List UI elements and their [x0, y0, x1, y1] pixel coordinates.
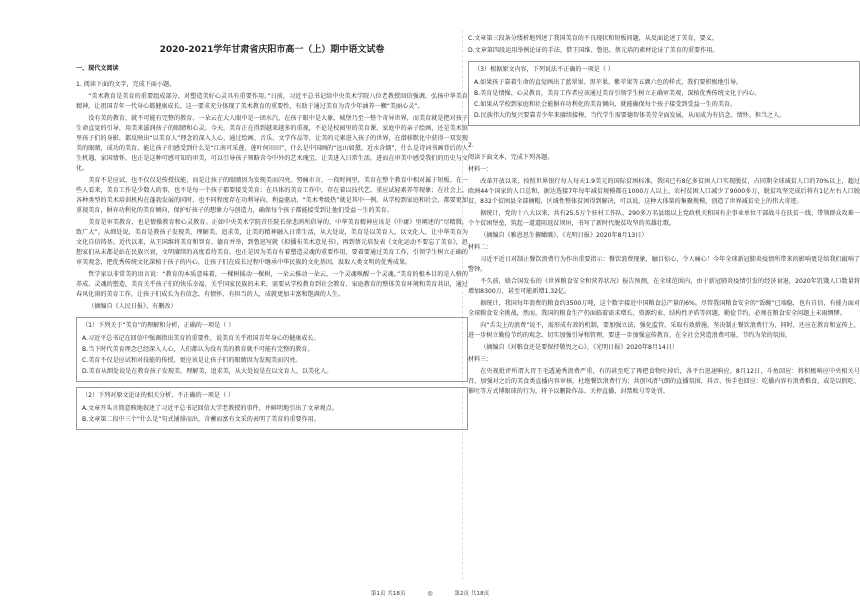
right-column: [468, 34, 860, 399]
question-option: B.文章第二段中三个“什么是”句式铺排而出，含蓄而富有文采的表明了美育的重要作用。: [82, 416, 320, 423]
question-option: D.美育从细处说是在教育孩子发现美、理解美、追求美，从大处说是在以文育人、以美化人。: [82, 368, 333, 375]
question-option: A.如果孩子靠着生命的直觉画出了蓝翠果、黑苹果、紫苹果等五颜六色的样式，我们要积极地引导。: [474, 79, 743, 86]
question-option: C.如果从学校到家庭和社会能摒弃功利化的美育倾向，就能确保每个孩子接受到受益一生的美育。: [474, 101, 737, 108]
exam-title: 2020-2021学年甘肃省庆阳市高一（上）期中语文试卷: [159, 45, 385, 55]
page-number-left: 第1页 共18页: [370, 591, 406, 597]
page-footer: [0, 590, 860, 598]
page-number-right: 第2页 共18页: [454, 591, 490, 597]
question-option: C.文章第三段条分缕析地列述了我国美育的不良现状和短板问题，从反面论述了美育，要义。: [468, 35, 718, 42]
question-option: A.文章开头言简意赅地叙述了习近平总书记回信大学老教授的事件，并鲜明地引出了文章观点。: [82, 405, 338, 412]
material-paragraph: 改革开放以来，按照世界银行每人每天1.9美元的国际贫困标准，我国已有8亿多贫困人口实现脱贫，占同期全球减贫人口的70%以上，超过欧洲44个国家的人口总和，据达选接7年每年减贫规模都在1000万人以上，农村贫困人口减少了9000多万，脱贫攻坚完成后将有1亿左右人口脱贫，832个贫困县全部摘帽，区域性整体贫困得到解决，可以说，这种大体量的集聚规模，创造了世界减贫史上的伟大奇迹。: [468, 178, 860, 205]
question-stem: （2）下列对原文论证的相关分析，不正确的一项是（ ）: [82, 392, 235, 399]
question-option: A.习近平总书记在回信中强调指出美育的重要性，说美育关乎祖国青年身心的健康成长。: [82, 335, 320, 342]
material-paragraph: 在央视批评所谓大胃王毛透通秀浪费严重，有的甚至吃了再把食物吐掉后，各平台迅速响应，8月12日，斗鱼回应：将积极响应中央相关号召，加强对之后的美食类直播内容审核，杜绝餐饮浪费行为；共创风清气朗的直播氛围，抖音、快手也回应：吃播内容有浪费粮食，或是以假吃、催吐等方式博眼球的行为，将予以删除作品、关停直播、封禁账号等处罚。: [468, 368, 860, 395]
question-intro: 阅读下面文本，完成下列各题。: [468, 154, 554, 161]
left-column: [76, 34, 468, 435]
question-stem: （1）下列关于“美育”的理解和分析，正确的一项是（ ）: [82, 322, 235, 329]
passage-paragraph: “美术教育是美育的重要组成部分，对塑造美好心灵具有重要作用。”日前，习近平总书记给中央美术学院八位老教授回信强调，弘扬中华美育精神，让祖国青年一代身心都健康成长。这一要求充分体现了美术教育的重要性，有助于通过美育为青少年涵养一颗“美丽心灵”。: [76, 93, 468, 110]
material-paragraph: 习近平近日对制止餐饮浪费行为作出重要指示：餐饮浪费现象，触目惊心，令人痛心！今年全球新冠肺炎疫情所带来的影响更是给我们敲响了警钟。: [468, 256, 860, 273]
question-box: [76, 317, 468, 382]
question-option: C.美育不仅是应试和对技能的传授，更应该是让孩子们的眼睛因为发现美而闪亮。: [82, 357, 302, 364]
passage-paragraph: 美育是审美教育，也是情操教育和心灵教育。正如中央美术学院首任院长徐悲鸿所倡导的，中华美育精神应该是《中庸》里阐述的“尽精微，致广大”。从细处说，美育是教孩子发现美、理解美、追求美，让美的精神融入日常生活，从大处说，美育是以美育人，以文化人，让中华美育为文化自信铸基。近代以来，从王国维将美育和智育、德育并举，到鲁迅写就《拟播布美术意见书》，再到蔡元培发表《文化运动不要忘了美育》，思想家们从未都是站在民族兴衰，文明赓续的高度看待美育。也正是因为美育有着塑造灵魂的重要作用，要着要通过美育工作，引领学生树立正确的审美观念，把优秀传统文化深植于孩子的内心，让孩子们在成长过程中继承中华民族的文化基因，汲取人类文明的优秀成果。: [76, 219, 468, 266]
material-source: （摘编自《雅恩思生俯瞰眺》，《光明日报》2020年8月13日）: [480, 232, 648, 239]
question-stem: （3）根据原文内容，下列说法不正确的一项是（ ）: [474, 66, 614, 73]
question-intro: 1. 阅读下面的文字，完成下面小题。: [76, 81, 176, 88]
passage-paragraph: 美育不是应试，也不仅仅是传授技能，而是让孩子的眼睛因为发现美而闪亮。努痛市言，一段时间里，美育在整个教育中相对属于短板。在一些人看来，美育工作是少数人的事，也不是每一个孩子都要接受美育；在具体的美育工作中，存在着以技代艺、重应试轻素养等现象；在社会上，各种类型的美术培训机构在蓬勃发展的同时，也不同程度存在功利导向、利益驱动、“美术考级热”就是其中一例。从学校到家庭和社会，都要更加重视美育，摒弃功利化的美育倾向，保护好孩子的想象力与创造力，确保每个孩子都能接受到让他们受益一生的美育。: [76, 177, 468, 214]
question-number: 2.: [468, 142, 474, 149]
question-box: [76, 387, 468, 430]
section-heading: 一、现代文阅读: [76, 65, 119, 72]
question-option: B.美育是情操、心灵教育，美育工作者应该通过美育引领学生树立正确审美观，深植优秀传统文化于内心。: [474, 90, 761, 97]
question-option: B.当下时代美育理念已经深入人心，人们都认为没有美的教育就不可能有完整的教育。: [82, 346, 314, 353]
material-paragraph: 不久前，联合国发布的《世界粮食安全和营养状况》报告预测，在全球范围内，由于新冠肺炎疫情引发的经济衰退，2020年饥饿人口数量将增加8300万，甚至可能新增1.32亿。: [468, 278, 860, 295]
material-paragraph: 据统计，党的十八大以来，共有25.5万个驻村工作队、290多万名县级以上党政机关和国有企事业单位干部战斗在扶贫一线，带领群众攻难一个个贫困堡垒，筑起一道道阻返贫坝垣，书写了新时代脱贫攻坚的英雄壮歌。: [468, 210, 860, 227]
material-label: 材料三：: [468, 356, 493, 363]
passage-source: （摘编自《人民日报》，有删改）: [88, 303, 177, 310]
passage-paragraph: 没有美的教育，就不可能有完整的教育。一朵云在大人眼中是一团水汽，在孩子眼中是大象、城堡乃至一整个奇异世界，而美育就是把对孩子生命直觉的引导，用美来滋润孩子的眼睛和心灵。今天，美育正在得到越来越多的重视，不论是校园里的美育课、家庭中的亲子绘画，还是美术馆里孩子们的身影，都反映出“以美育人”理念的深入人心，通过绘画、音乐、文学作品等，让美的元素进入孩子的世界，在潜移默化中获得一双发现美的眼睛，成功的美育，能让孩子们感受到什么是“江南可采莲，莲叶何田田”，什么是中国画的“远山如黛、近水含烟”，什么是诗词书画背后的人生机遇、家国情怀，也正是这种可感可知的审美，可以引导孩子领略含今中外的艺术瑰宝，让美进入日常生活，进而在审美中感受我们的历史与文化。: [76, 115, 468, 172]
passage-paragraph: 哲学家以非常美的语言说：“教育的本质意味着，一棵树摇动一棵树，一朵云推动一朵云，一个灵魂唤醒一个灵魂。”美育的根本目的是人格的养成、灵魂的塑造，美育关乎孩子们的快乐幸福，关乎国家民族的未来，需要从学校教育到社会教育、家庭教育的整体美育环境和美育共识，通过春风化雨的美育工作，让孩子们成长为有信念、有情怀、有担当的人，成就更加丰富和饱满的人生。: [76, 271, 468, 298]
material-label: 材料二：: [468, 244, 493, 251]
material-label: 材料一：: [468, 166, 493, 173]
material-paragraph: 向“舌尖上的浪费”说不，需形成有效的机制，要加强立法，强化监管，采取有效措施，坚决制止餐饮浪费行为，同时，还应在教育和宣传上，进一步树立勤俭节约的观念，切实加强引导和管理，要进一步加强宣传教育，在全社会营造浪费可耻，节约为荣的氛围。: [468, 322, 860, 339]
material-paragraph: 据统计，我国每年浪费的粮食约3500万吨，这个数字接近中国粮食总产量的6%。尽管我国粮食安全的“饭碗”已端稳，也有自信，有能力面对全球粮食安全挑战，然而，我国的粮食生产仍面临着需求增长、资源约束、结构性矛盾等问题，勤俭节约，必须在粮食安全问题上未雨绸缪。: [468, 300, 860, 317]
footer-separator: ◎: [427, 590, 433, 597]
question-option: D.民族伟大的复兴要靠青少年来赓续接棒，当代学生需要德智体美劳全面发展，从而成为有信念、情怀、担当之人。: [474, 112, 786, 119]
material-source: （摘编自《对粮食还是要保持敬畏之心》，《光明日报》2020年8月14日）: [480, 344, 678, 351]
question-option: D.文章第四段运用举例论证的手法，借王国维、鲁迅、蔡元培的素材论证了美育的重要作用。: [468, 47, 719, 54]
question-box: [468, 61, 860, 126]
